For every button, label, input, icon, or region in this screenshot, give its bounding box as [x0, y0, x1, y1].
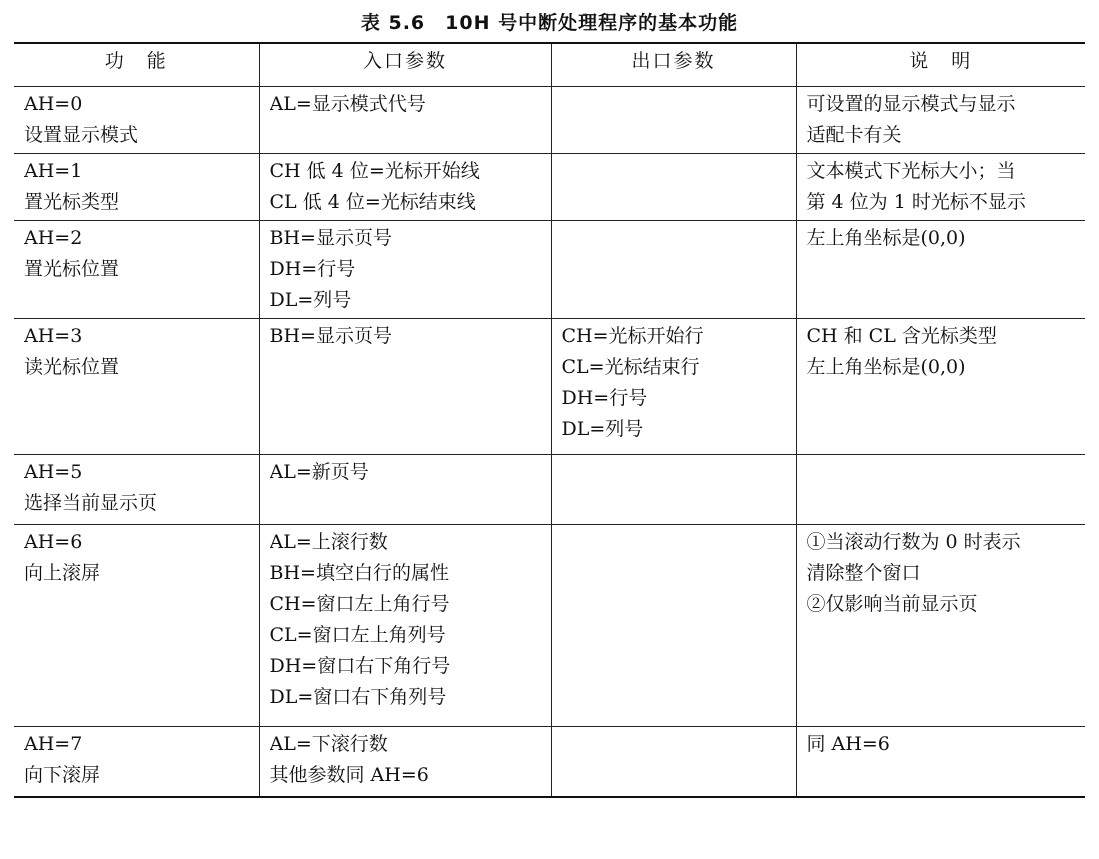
entry-param: DH=窗口右下角行号: [269, 655, 451, 677]
note-cell: [796, 87, 1085, 154]
note-line: 左上角坐标是(0,0): [806, 356, 966, 378]
function-cell: [14, 525, 259, 727]
entry-cell: [259, 319, 551, 455]
table-row: [14, 727, 1085, 797]
entry-cell: [259, 154, 551, 221]
exit-param: CH=光标开始行: [561, 325, 704, 347]
entry-param: BH=填空白行的属性: [269, 562, 449, 584]
entry-param: BH=显示页号: [269, 227, 392, 249]
exit-cell: [551, 727, 796, 797]
table-caption: 表 5.6 10H 号中断处理程序的基本功能: [360, 12, 739, 34]
function-code: AH=6: [24, 531, 83, 553]
function-desc: 向上滚屏: [24, 562, 101, 584]
note-cell: [796, 525, 1085, 727]
function-desc: 选择当前显示页: [24, 492, 158, 514]
note-cell: [796, 455, 1085, 525]
entry-cell: [259, 87, 551, 154]
function-cell: [14, 87, 259, 154]
function-code: AH=3: [24, 325, 83, 347]
note-line: 可设置的显示模式与显示: [806, 93, 1016, 115]
function-desc: 置光标类型: [24, 191, 120, 213]
note-line: ②仅影响当前显示页: [806, 593, 978, 615]
function-cell: [14, 455, 259, 525]
entry-param: AL=新页号: [269, 461, 369, 483]
note-line: 左上角坐标是(0,0): [806, 227, 966, 249]
function-code: AH=5: [24, 461, 83, 483]
entry-param: AL=上滚行数: [269, 531, 388, 553]
note-line: 第 4 位为 1 时光标不显示: [806, 191, 1026, 213]
entry-param: DL=列号: [269, 289, 352, 311]
function-table: [14, 42, 1085, 798]
exit-cell: [551, 525, 796, 727]
note-line: 文本模式下光标大小；当: [806, 160, 1016, 182]
table-row: [14, 221, 1085, 319]
entry-cell: [259, 727, 551, 797]
table-row: [14, 525, 1085, 727]
exit-cell: [551, 87, 796, 154]
note-cell: [796, 727, 1085, 797]
exit-cell: [551, 319, 796, 455]
header-entry-params: 入口参数: [259, 43, 551, 87]
entry-param: CL 低 4 位=光标结束线: [269, 191, 476, 213]
note-line: 适配卡有关: [806, 124, 902, 146]
table-row: [14, 319, 1085, 455]
function-code: AH=1: [24, 160, 83, 182]
entry-param: CH 低 4 位=光标开始线: [269, 160, 480, 182]
exit-cell: [551, 221, 796, 319]
header-notes: 说 明: [796, 43, 1085, 87]
header-exit-params: 出口参数: [551, 43, 796, 87]
function-code: AH=0: [24, 93, 83, 115]
note-cell: [796, 154, 1085, 221]
table-row: [14, 455, 1085, 525]
header-row: [14, 43, 1085, 87]
note-line: 同 AH=6: [806, 733, 890, 755]
entry-param: CL=窗口左上角列号: [269, 624, 446, 646]
exit-param: CL=光标结束行: [561, 356, 700, 378]
entry-param: CH=窗口左上角行号: [269, 593, 450, 615]
note-line: 清除整个窗口: [806, 562, 921, 584]
table-row: [14, 87, 1085, 154]
function-desc: 读光标位置: [24, 356, 120, 378]
exit-cell: [551, 154, 796, 221]
entry-param: 其他参数同 AH=6: [269, 764, 429, 786]
note-cell: [796, 319, 1085, 455]
note-cell: [796, 221, 1085, 319]
function-code: AH=7: [24, 733, 83, 755]
entry-cell: [259, 525, 551, 727]
entry-param: AL=显示模式代号: [269, 93, 426, 115]
function-desc: 向下滚屏: [24, 764, 101, 786]
note-line: ①当滚动行数为 0 时表示: [806, 531, 1021, 553]
entry-param: DH=行号: [269, 258, 356, 280]
function-cell: [14, 154, 259, 221]
function-cell: [14, 727, 259, 797]
entry-cell: [259, 455, 551, 525]
table-row: [14, 154, 1085, 221]
function-desc: 设置显示模式: [24, 124, 139, 146]
function-code: AH=2: [24, 227, 83, 249]
function-desc: 置光标位置: [24, 258, 120, 280]
header-function: 功 能: [14, 43, 259, 87]
function-cell: [14, 221, 259, 319]
exit-param: DH=行号: [561, 387, 648, 409]
entry-param: AL=下滚行数: [269, 733, 388, 755]
note-line: CH 和 CL 含光标类型: [806, 325, 997, 347]
entry-param: DL=窗口右下角列号: [269, 686, 447, 708]
entry-cell: [259, 221, 551, 319]
exit-cell: [551, 455, 796, 525]
function-cell: [14, 319, 259, 455]
entry-param: BH=显示页号: [269, 325, 392, 347]
exit-param: DL=列号: [561, 418, 644, 440]
